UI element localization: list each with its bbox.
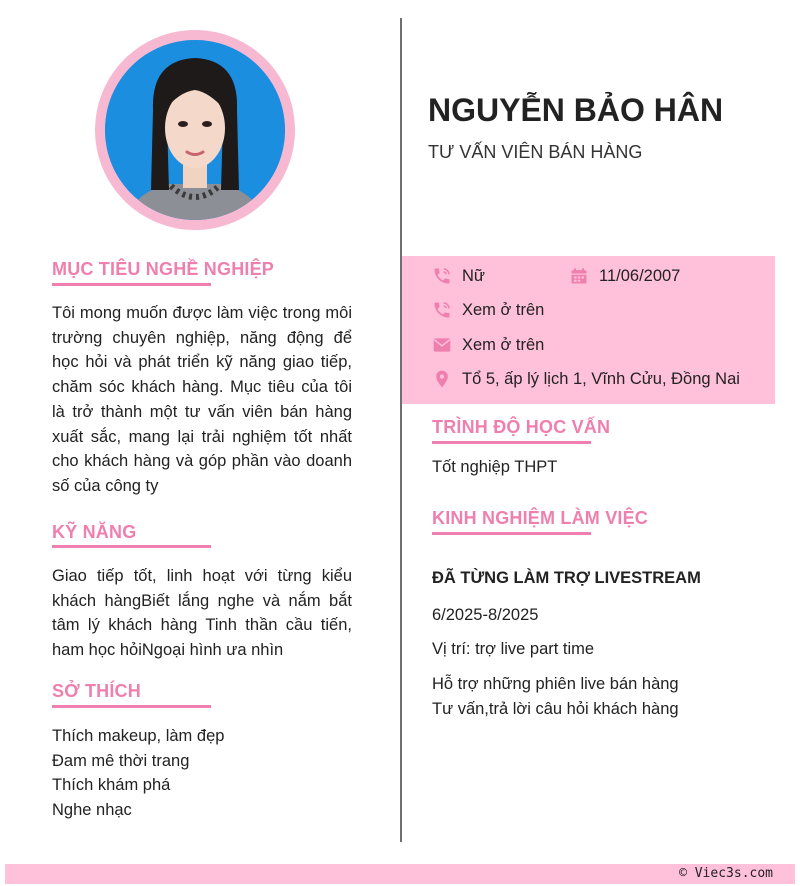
experience-duties bbox=[432, 672, 679, 721]
education-title: TRÌNH ĐỘ HỌC VẤN bbox=[432, 417, 611, 437]
email-row bbox=[432, 335, 544, 355]
avatar bbox=[105, 40, 285, 220]
phone-icon bbox=[432, 266, 452, 286]
skills-title: KỸ NĂNG bbox=[52, 522, 137, 542]
experience-company: ĐÃ TỪNG LÀM TRỢ LIVESTREAM bbox=[432, 569, 701, 587]
hobby-item: Thích khám phá bbox=[52, 776, 171, 794]
portrait-photo bbox=[105, 40, 285, 220]
address-value: Tổ 5, ấp lý lịch 1, Vĩnh Cửu, Đồng Nai bbox=[462, 369, 740, 388]
job-title: TƯ VẤN VIÊN BÁN HÀNG bbox=[428, 142, 643, 162]
duty-item: Tư vấn,trả lời câu hỏi khách hàng bbox=[432, 699, 679, 718]
experience-period: 6/2025-8/2025 bbox=[432, 606, 539, 624]
envelope-icon bbox=[432, 335, 452, 355]
dob-value: 11/06/2007 bbox=[599, 266, 681, 285]
gender-row bbox=[432, 266, 485, 286]
hobby-item: Thích makeup, làm đẹp bbox=[52, 727, 225, 745]
candidate-name: NGUYỄN BẢO HÂN bbox=[428, 92, 724, 128]
phone-icon bbox=[432, 300, 452, 320]
duty-item: Hỗ trợ những phiên live bán hàng bbox=[432, 675, 679, 693]
footer-bar bbox=[5, 864, 795, 884]
contact-box bbox=[402, 256, 775, 404]
map-pin-icon bbox=[432, 369, 452, 389]
email-value: Xem ở trên bbox=[462, 335, 545, 354]
footer-credit[interactable]: © Viec3s.com bbox=[679, 866, 773, 881]
phone-row bbox=[432, 300, 544, 320]
objective-text: Tôi mong muốn được làm việc trong môi trường chuyên nghiệp, năng động để học hỏi và phát triển kỹ năng giao tiếp, chăm sóc khách hàng. Mục tiêu của tôi là trở thành một tư vấn viên bán hàng xuất sắc, mang lại trải nghiệm tốt nhất cho khách hàng và góp phần vào doanh số của công ty bbox=[52, 304, 352, 495]
experience-underline bbox=[432, 532, 591, 535]
gender-value: Nữ bbox=[462, 266, 485, 285]
skills-text: Giao tiếp tốt, linh hoạt với từng kiểu khách hàngBiết lắng nghe và nắm bắt tâm lý khách hàng Tinh thần cầu tiến, ham học hỏiNgoại hình ưa nhìn bbox=[52, 567, 352, 660]
hobbies-list bbox=[52, 724, 224, 822]
hobbies-underline bbox=[52, 705, 211, 708]
education-underline bbox=[432, 441, 591, 444]
experience-position: Vị trí: trợ live part time bbox=[432, 640, 595, 658]
education-text: Tốt nghiệp THPT bbox=[432, 458, 558, 476]
objective-title: MỤC TIÊU NGHỀ NGHIỆP bbox=[52, 259, 275, 279]
column-divider bbox=[400, 18, 402, 842]
calendar-icon bbox=[569, 266, 589, 286]
avatar-ring bbox=[95, 30, 295, 230]
hobbies-title: SỞ THÍCH bbox=[52, 681, 141, 701]
dob-row bbox=[569, 266, 680, 286]
phone-value: Xem ở trên bbox=[462, 300, 545, 319]
address-row bbox=[432, 369, 740, 389]
skills-underline bbox=[52, 545, 211, 548]
hobby-item: Đam mê thời trang bbox=[52, 751, 190, 770]
hobby-item: Nghe nhạc bbox=[52, 800, 132, 819]
objective-underline bbox=[52, 283, 211, 286]
experience-title: KINH NGHIỆM LÀM VIỆC bbox=[432, 508, 649, 528]
